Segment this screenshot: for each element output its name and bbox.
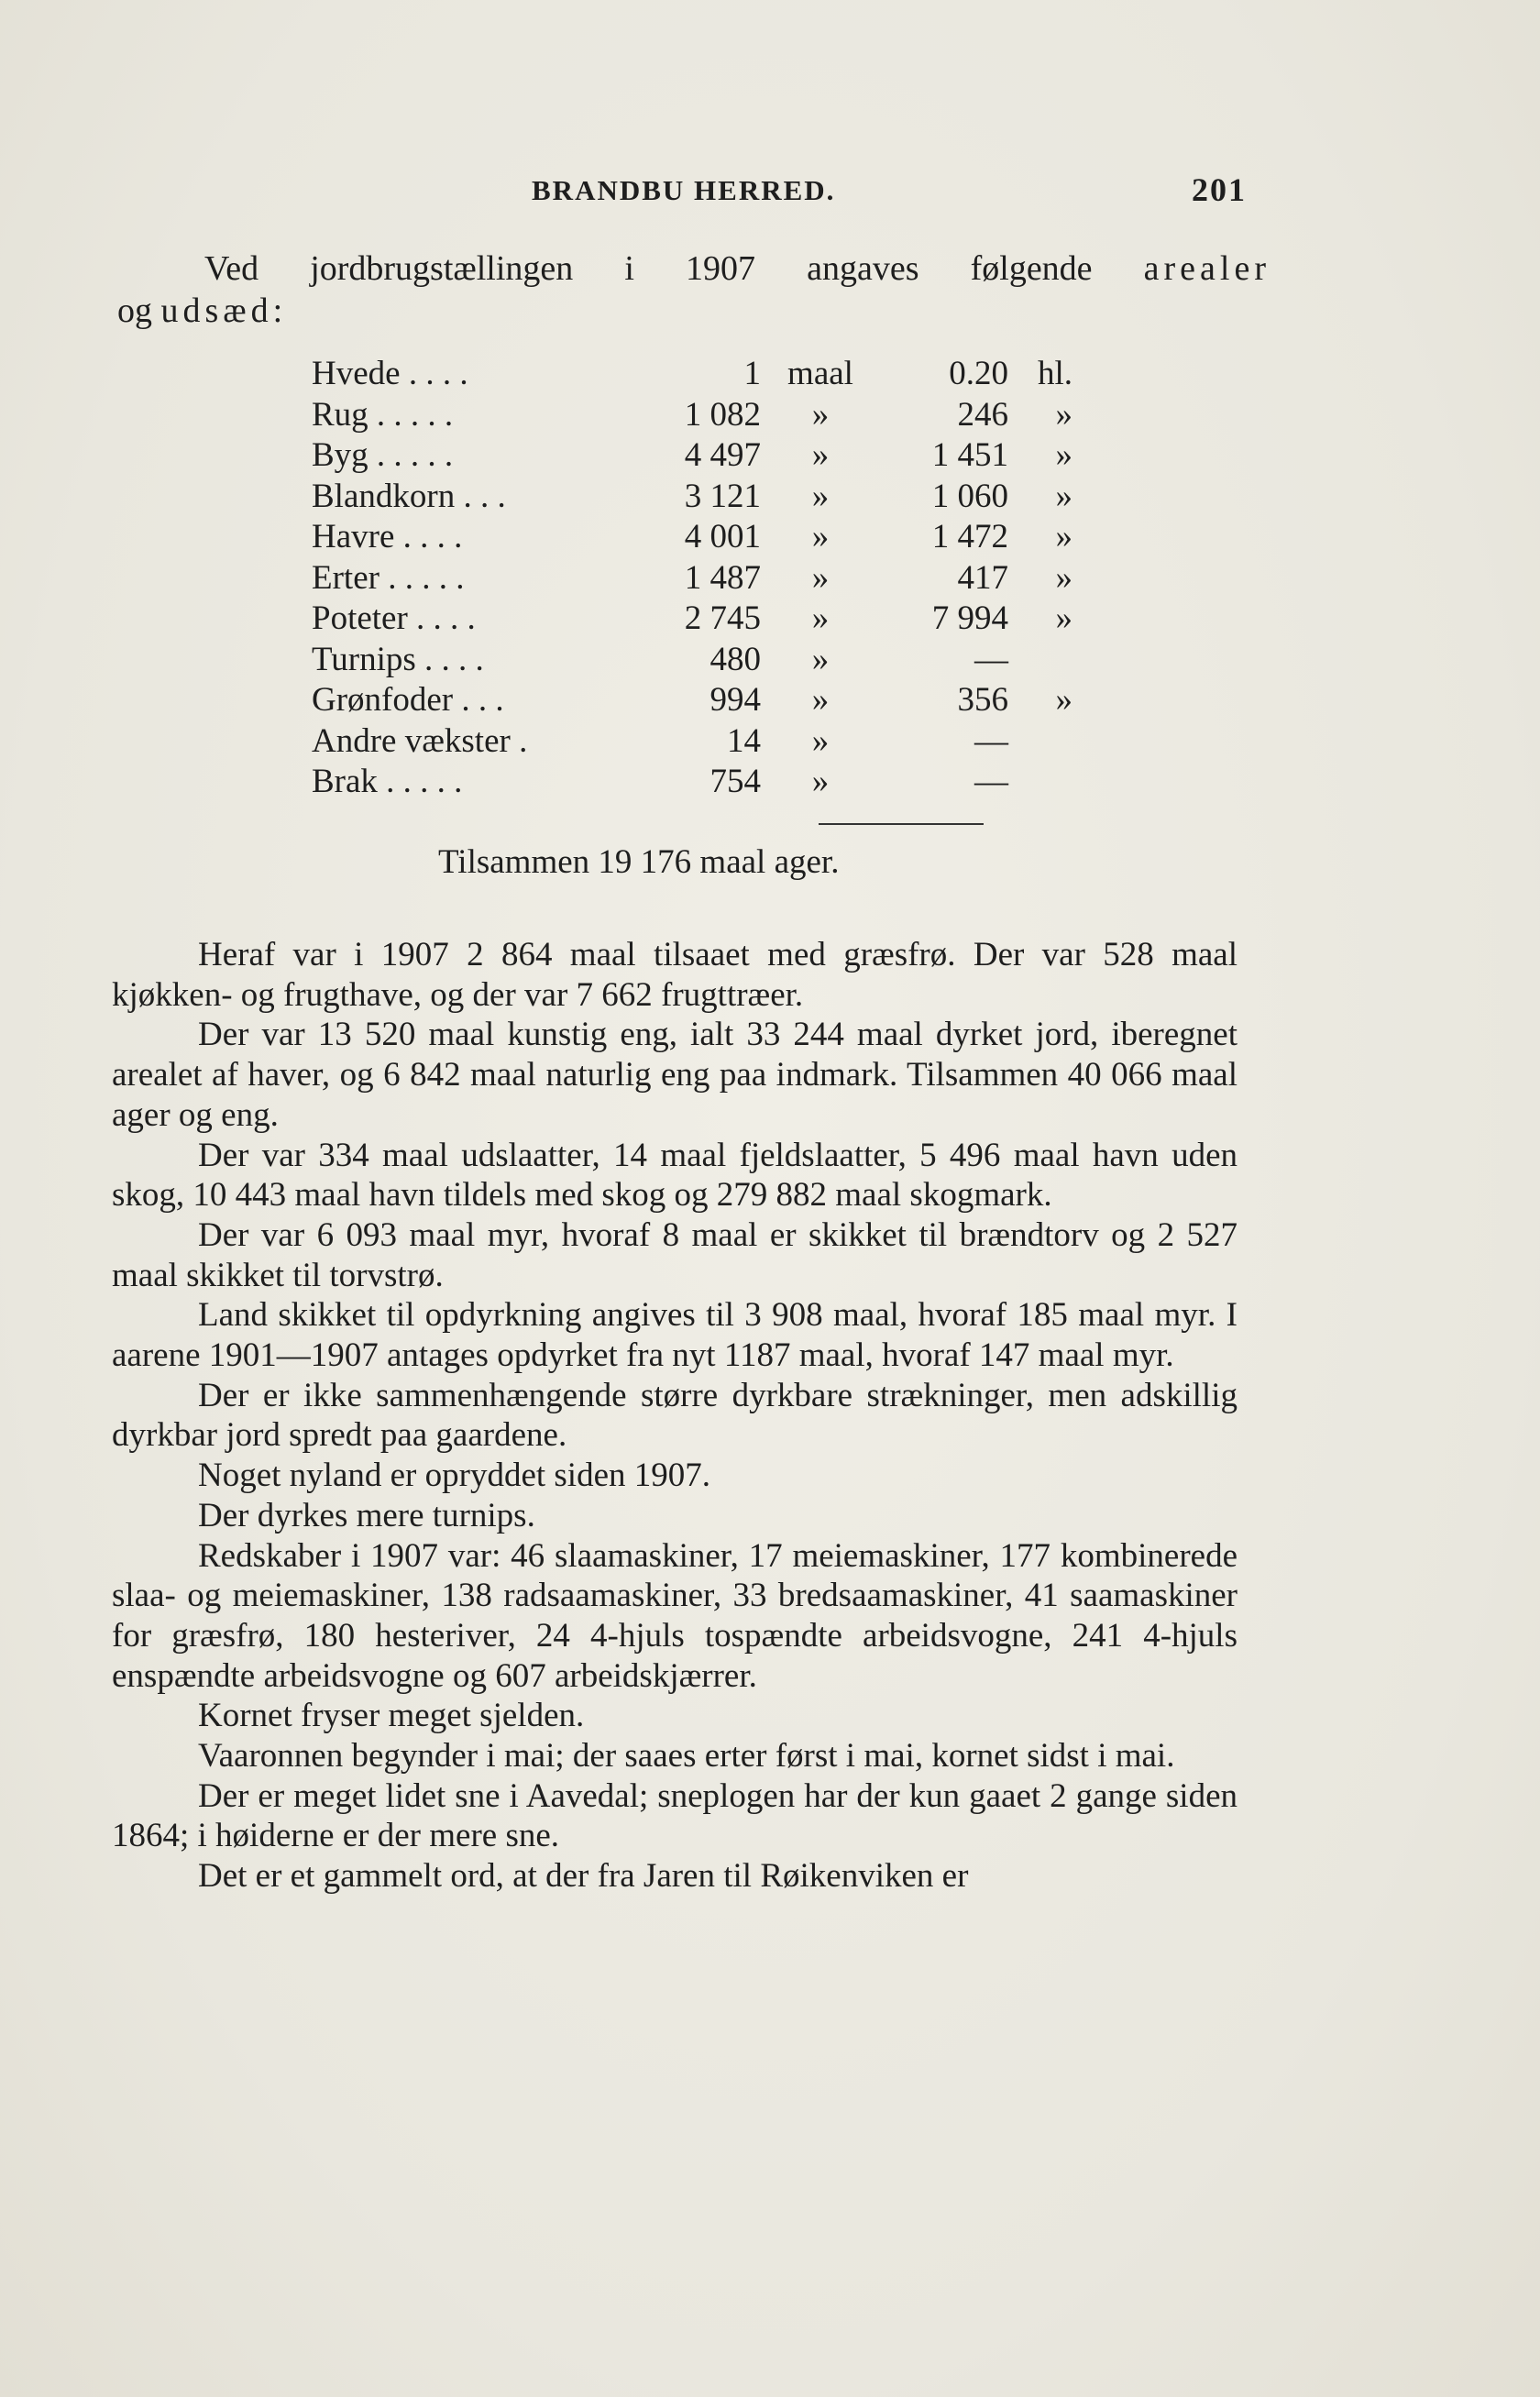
paragraph: Land skikket til opdyrkning angives til 3 908 maal, hvoraf 185 maal myr. I aarene 1901—1907 antages opdyrket fra nyt 1187 maal, hvoraf 147 maal myr. bbox=[112, 1296, 1238, 1375]
area-unit: » bbox=[811, 599, 830, 637]
area-unit: » bbox=[811, 395, 830, 434]
table-row bbox=[312, 680, 1072, 721]
area-unit: » bbox=[811, 721, 830, 760]
seed-amount: 356 bbox=[957, 681, 1008, 719]
area-unit: maal bbox=[787, 355, 853, 392]
crop-area: 994 bbox=[710, 681, 761, 719]
table-row bbox=[312, 721, 1072, 763]
paragraph: Der dyrkes mere turnips. bbox=[198, 1496, 535, 1534]
paragraph: Der var 13 520 maal kunstig eng, ialt 33 244 maal dyrket jord, iberegnet arealet af haver, og 6 842 maal naturlig eng paa indmark. Tilsammen 40 066 maal ager og eng. bbox=[112, 1016, 1238, 1134]
crop-area: 3 121 bbox=[684, 477, 761, 515]
table-row bbox=[312, 640, 1072, 681]
intro-emphasis-udsaed: udsæd bbox=[160, 291, 273, 330]
crop-table-body bbox=[312, 354, 1072, 803]
seed-amount: 246 bbox=[957, 395, 1008, 434]
seed-amount: — bbox=[974, 721, 1008, 760]
area-unit: » bbox=[811, 477, 830, 515]
seed-amount: 1 060 bbox=[931, 477, 1008, 515]
crop-name: Havre . . . . bbox=[312, 518, 463, 555]
seed-unit: » bbox=[1055, 477, 1072, 515]
crop-name: Rug . . . . . bbox=[312, 395, 454, 434]
crop-area: 1 bbox=[743, 355, 761, 392]
area-unit: » bbox=[811, 640, 830, 678]
table-row bbox=[312, 599, 1072, 640]
paragraph: Der var 6 093 maal myr, hvoraf 8 maal er skikket til brændtorv og 2 527 maal skikket til torvstrø. bbox=[112, 1215, 1238, 1294]
seed-amount: 7 994 bbox=[931, 599, 1008, 637]
crop-area: 754 bbox=[710, 763, 761, 800]
seed-unit: » bbox=[1055, 681, 1072, 719]
area-unit: » bbox=[811, 681, 830, 719]
paragraph: Noget nyland er opryddet siden 1907. bbox=[198, 1457, 710, 1495]
crop-area: 4 497 bbox=[684, 436, 761, 474]
area-unit: » bbox=[811, 558, 830, 597]
page-number: 201 bbox=[1192, 171, 1247, 208]
table-row bbox=[312, 354, 1072, 395]
seed-unit bbox=[1008, 640, 1072, 681]
crop-area: 480 bbox=[710, 640, 761, 678]
body-text bbox=[112, 935, 1238, 1897]
seed-unit: » bbox=[1055, 436, 1072, 474]
intro-line-2 bbox=[117, 290, 1270, 332]
intro-sentence bbox=[117, 247, 1270, 332]
paragraph: Det er et gammelt ord, at der fra Jaren til Røikenviken er bbox=[198, 1857, 969, 1896]
seed-unit: » bbox=[1055, 558, 1072, 597]
crop-name: Andre vækster . bbox=[312, 721, 528, 760]
seed-unit bbox=[1008, 721, 1072, 763]
crop-name: Brak . . . . . bbox=[312, 763, 463, 800]
crop-name: Blandkorn . . . bbox=[312, 477, 506, 515]
paragraph: Vaaronnen begynder i mai; der saaes erter først i mai, kornet sidst i mai. bbox=[198, 1737, 1175, 1776]
paragraph: Heraf var i 1907 2 864 maal tilsaaet med græsfrø. Der var 528 maal kjøkken- og frugthave, og der var 7 662 frugttræer. bbox=[112, 936, 1238, 1014]
seed-amount: 1 472 bbox=[931, 518, 1008, 555]
crop-name: Grønfoder . . . bbox=[312, 681, 504, 719]
paragraph: Redskaber i 1907 var: 46 slaamaskiner, 17 meiemaskiner, 177 kombinerede slaa- og meiemaskiner, 138 radsaamaskiner, 33 bredsaamaskiner, 41 saamaskiner for græsfrø, 180 hesteriver, 24 4-hjuls tospændte arbeidsvogne, 241 4-hjuls enspændte arbeidsvogne og 607 arbeidskjærrer. bbox=[112, 1536, 1238, 1695]
seed-unit: » bbox=[1055, 599, 1072, 637]
area-unit: » bbox=[811, 763, 830, 800]
area-unit: » bbox=[811, 518, 830, 555]
crop-name: Turnips . . . . bbox=[312, 640, 484, 678]
seed-amount: — bbox=[974, 640, 1008, 678]
crop-name: Poteter . . . . bbox=[312, 599, 476, 637]
table-row bbox=[312, 435, 1072, 477]
table-row bbox=[312, 558, 1072, 599]
paragraph: Der er meget lidet sne i Aavedal; sneplogen har der kun gaaet 2 gange siden 1864; i høiderne er der mere sne. bbox=[112, 1776, 1238, 1855]
table-row bbox=[312, 517, 1072, 558]
crop-table bbox=[312, 354, 1072, 803]
intro-og: og bbox=[117, 291, 152, 330]
seed-unit bbox=[1008, 762, 1072, 803]
seed-amount: 0.20 bbox=[949, 355, 1008, 392]
seed-unit: hl. bbox=[1037, 355, 1072, 392]
intro-text: Ved jordbrugstællingen i 1907 angaves følgende bbox=[204, 249, 1093, 288]
paragraph: Der er ikke sammenhængende større dyrkbare strækninger, men adskillig dyrkbar jord spredt paa gaardene. bbox=[112, 1376, 1238, 1455]
seed-unit: » bbox=[1055, 518, 1072, 555]
intro-emphasis-arealer: arealer bbox=[1143, 249, 1270, 288]
intro-colon: : bbox=[272, 291, 283, 330]
table-row bbox=[312, 762, 1072, 803]
total-line: Tilsammen 19 176 maal ager. bbox=[438, 843, 840, 881]
crop-area: 1 082 bbox=[684, 395, 761, 434]
seed-amount: — bbox=[974, 763, 1008, 800]
crop-name: Byg . . . . . bbox=[312, 436, 454, 474]
table-row bbox=[312, 477, 1072, 518]
intro-line-1 bbox=[117, 247, 1270, 290]
crop-area: 1 487 bbox=[684, 558, 761, 597]
paragraph: Kornet fryser meget sjelden. bbox=[198, 1697, 585, 1735]
seed-unit: » bbox=[1055, 395, 1072, 434]
sum-rule bbox=[819, 823, 984, 825]
seed-amount: 1 451 bbox=[931, 436, 1008, 474]
running-header bbox=[532, 171, 1247, 220]
table-row bbox=[312, 395, 1072, 436]
crop-area: 2 745 bbox=[684, 599, 761, 637]
crop-name: Erter . . . . . bbox=[312, 558, 465, 597]
crop-area: 14 bbox=[727, 721, 761, 760]
crop-area: 4 001 bbox=[684, 518, 761, 555]
seed-amount: 417 bbox=[957, 558, 1008, 597]
paragraph: Der var 334 maal udslaatter, 14 maal fjeldslaatter, 5 496 maal havn uden skog, 10 443 maal havn tildels med skog og 279 882 maal skogmark. bbox=[112, 1136, 1238, 1215]
crop-name: Hvede . . . . bbox=[312, 355, 468, 392]
header-title: BRANDBU HERRED. bbox=[532, 174, 836, 206]
area-unit: » bbox=[811, 436, 830, 474]
